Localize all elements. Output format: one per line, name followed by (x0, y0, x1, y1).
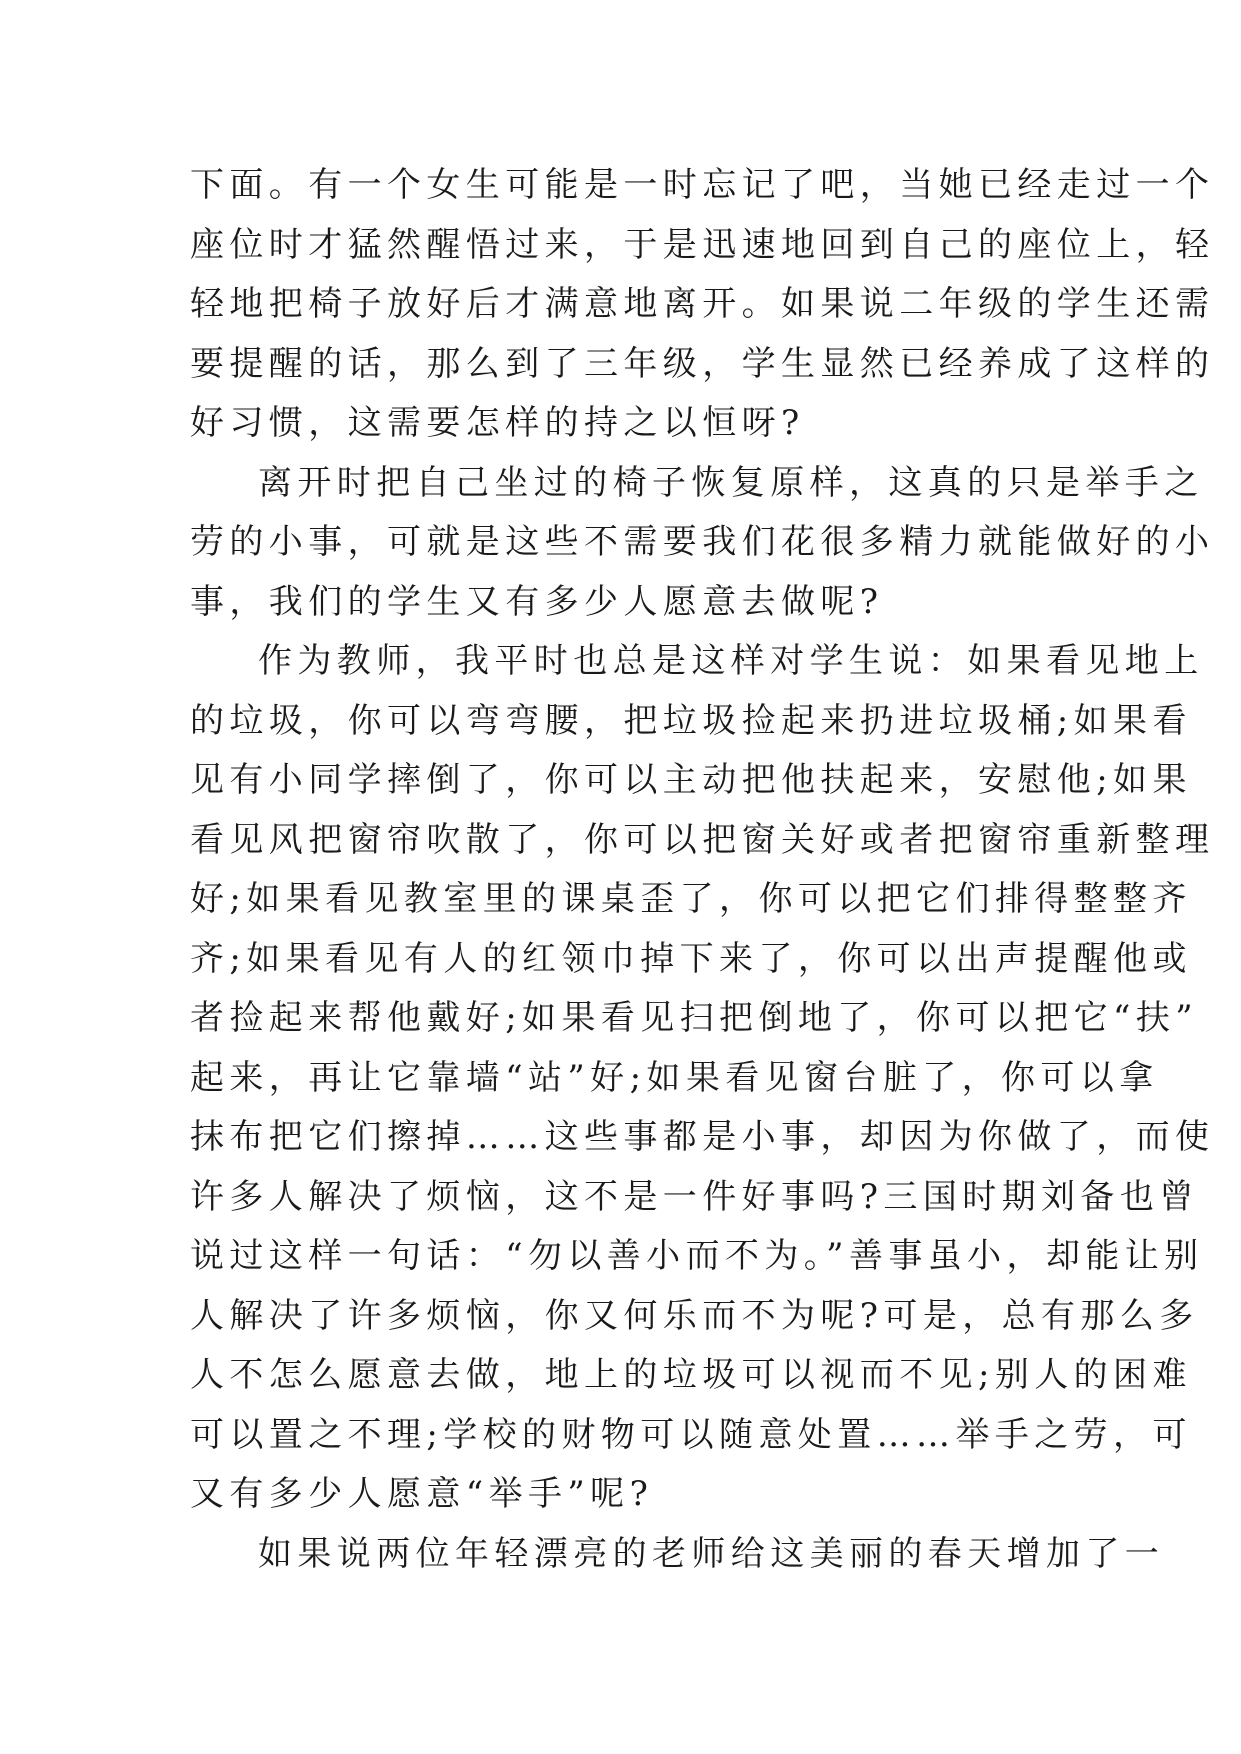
text-line: 可以置之不理;学校的财物可以随意处置……举手之劳，可 (190, 1414, 1192, 1455)
text-line: 下面。有一个女生可能是一时忘记了吧，当她已经走过一个 (190, 165, 1215, 205)
text-line: 说过这样一句话：“勿以善小而不为。”善事虽小，却能让别 (190, 1236, 1204, 1276)
text-line: 离开时把自己坐过的椅子恢复原样，这真的只是举手之 (258, 462, 1204, 503)
text-line: 抹布把它们擦掉……这些事都是小事，却因为你做了，而使 (190, 1117, 1215, 1157)
text-line: 起来，再让它靠墙“站”好;如果看见窗台脏了，你可以拿 (190, 1057, 1159, 1098)
text-line: 作为教师，我平时也总是这样对学生说：如果看见地上 (258, 641, 1204, 681)
text-line: 要提醒的话，那么到了三年级，学生显然已经养成了这样的 (190, 343, 1215, 384)
text-line: 事，我们的学生又有多少人愿意去做呢? (190, 581, 884, 622)
text-line: 又有多少人愿意“举手”呢? (190, 1474, 654, 1514)
text-line: 许多人解决了烦恼，这不是一件好事吗?三国时期刘备也曾 (190, 1176, 1199, 1217)
text-line: 劳的小事，可就是这些不需要我们花很多精力就能做好的小 (190, 522, 1215, 562)
text-line: 者捡起来帮他戴好;如果看见扫把倒地了，你可以把它“扶” (190, 998, 1199, 1038)
text-line: 看见风把窗帘吹散了，你可以把窗关好或者把窗帘重新整理 (190, 819, 1215, 860)
text-line: 人解决了许多烦恼，你又何乐而不为呢?可是，总有那么多 (190, 1295, 1199, 1336)
text-line: 好;如果看见教室里的课桌歪了，你可以把它们排得整整齐 (190, 879, 1192, 919)
text-line: 的垃圾，你可以弯弯腰，把垃圾捡起来扔进垃圾桶;如果看 (190, 700, 1192, 741)
text-line: 座位时才猛然醒悟过来，于是迅速地回到自己的座位上，轻 (190, 224, 1215, 265)
text-line: 如果说两位年轻漂亮的老师给这美丽的春天增加了一 (258, 1533, 1165, 1574)
text-line: 轻地把椅子放好后才满意地离开。如果说二年级的学生还需 (190, 284, 1215, 324)
text-line: 齐;如果看见有人的红领巾掉下来了，你可以出声提醒他或 (190, 938, 1192, 979)
text-line: 见有小同学摔倒了，你可以主动把他扶起来，安慰他;如果 (190, 760, 1192, 800)
text-line: 人不怎么愿意去做，地上的垃圾可以视而不见;别人的困难 (190, 1355, 1192, 1395)
text-line: 好习惯，这需要怎样的持之以恒呀? (190, 403, 805, 443)
body-text (190, 156, 1215, 1584)
